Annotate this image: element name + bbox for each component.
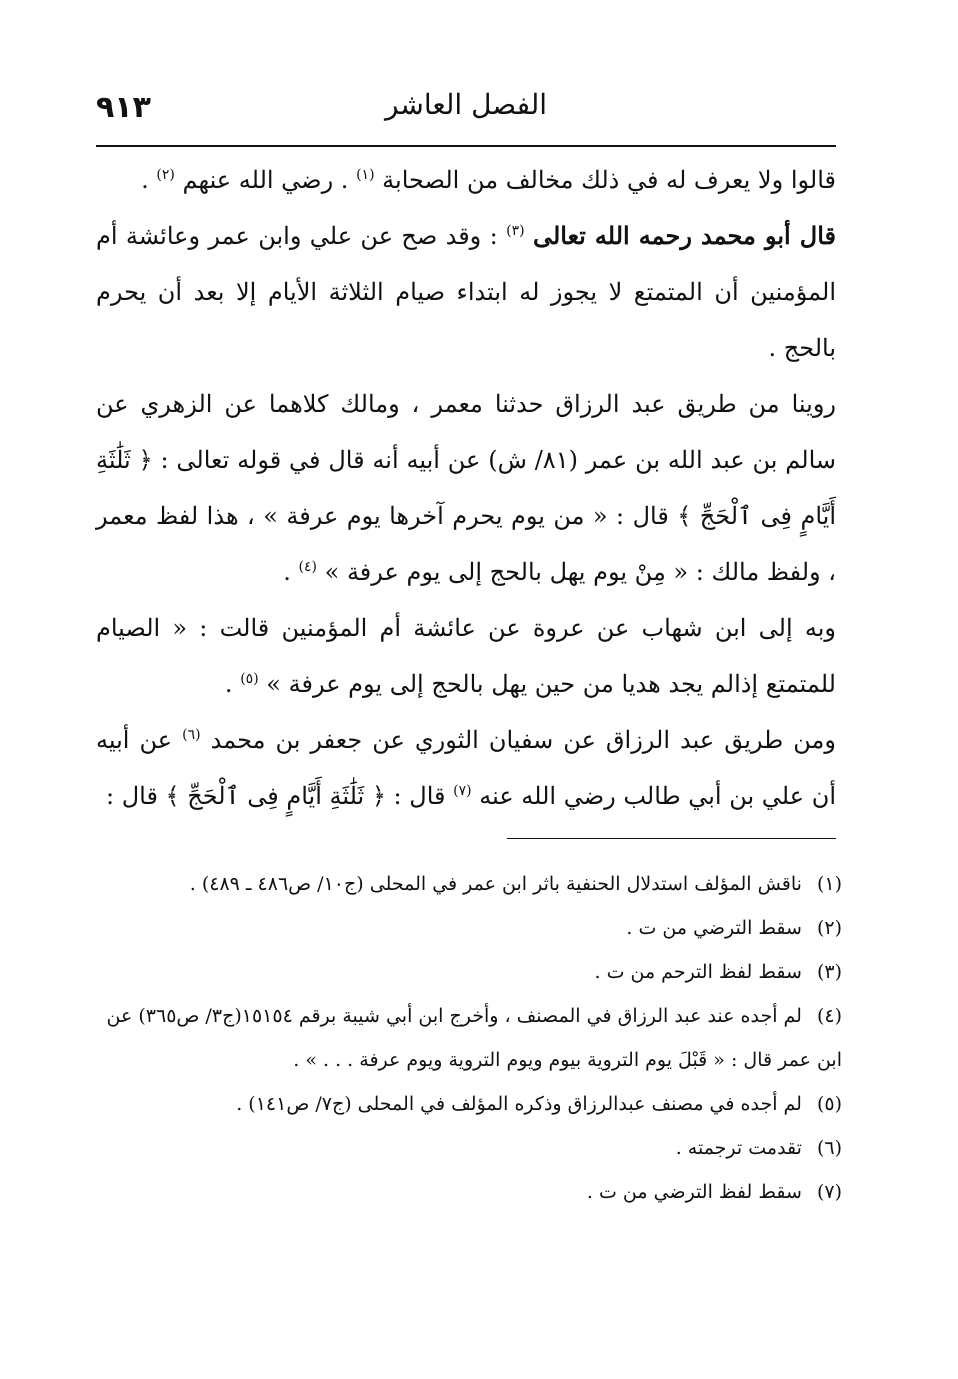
- footnote-6: [96, 1126, 842, 1170]
- footnote-text: سقط الترضي من ت .: [626, 917, 802, 939]
- footnote-text: تقدمت ترجمته .: [675, 1137, 802, 1159]
- footnote-2: [96, 906, 842, 950]
- footnotes: [96, 862, 842, 1214]
- footnote-3: [96, 950, 842, 994]
- running-title: الفصل العاشر: [384, 88, 548, 121]
- footnote-ref-2: (٢): [156, 167, 175, 183]
- paragraph-4-tail: .: [224, 670, 233, 698]
- footnote-number: (٧): [816, 1181, 842, 1203]
- paragraph-3-tail: .: [283, 558, 291, 586]
- footnote-text: سقط لفظ الترحم من ت .: [594, 961, 802, 983]
- footnote-text: سقط لفظ الترضي من ت .: [586, 1181, 802, 1203]
- page-header: [96, 82, 836, 138]
- paragraph-2-text: : وقد صح عن علي وابن عمر وعائشة أم المؤمنين أن المتمتع لا يجوز له ابتداء صيام الثلاثة الأيام إلا بعد أن يحرم بالحج .: [96, 222, 836, 362]
- footnote-1: [96, 862, 842, 906]
- main-text: [96, 152, 836, 824]
- footnote-4: [96, 994, 842, 1082]
- footnote-text: لم أجده في مصنف عبدالرزاق وذكره المؤلف في المحلى (ج٧/ ص١٤١) .: [236, 1093, 802, 1115]
- footnote-number: (٥): [816, 1093, 842, 1115]
- paragraph-5-text-b: عن أبيه أن علي بن أبي طالب رضي الله عنه: [96, 726, 836, 810]
- footnote-7: [96, 1170, 842, 1214]
- footnote-ref-4: (٤): [298, 559, 317, 575]
- footnote-ref-7: (٧): [453, 783, 472, 799]
- page-number: ٩١٣: [96, 90, 151, 125]
- paragraph-1-mid: . رضي الله عنهم: [182, 166, 349, 194]
- paragraph-4-text: وبه إلى ابن شهاب عن عروة عن عائشة أم المؤمنين قالت : « الصيام للمتمتع إذالم يجد هديا من حين يهل بالحج إلى يوم عرفة »: [96, 614, 836, 698]
- paragraph-5-text-a: ومن طريق عبد الرزاق عن سفيان الثوري عن جعفر بن محمد: [210, 726, 836, 754]
- footnote-ref-6: (٦): [182, 727, 201, 743]
- footnote-ref-3: (٣): [506, 223, 525, 239]
- paragraph-1-tail: .: [141, 166, 149, 194]
- paragraph-5-text-c: قال : ﴿ ثَلَٰثَةِ أَيَّامٍ فِى ٱلْحَجِّ ﴾ قال :: [105, 782, 446, 810]
- footnote-number: (١): [816, 873, 842, 895]
- footnote-5: [96, 1082, 842, 1126]
- footnote-text: ناقش المؤلف استدلال الحنفية باثر ابن عمر في المحلى (ج١٠/ ص٤٨٦ ـ ٤٨٩) .: [189, 873, 802, 895]
- paragraph-1-text: قالوا ولا يعرف له في ذلك مخالف من الصحابة: [382, 166, 836, 194]
- paragraph-3: [96, 376, 836, 600]
- paragraph-4: [96, 600, 836, 712]
- footnote-number: (٤): [816, 1005, 842, 1027]
- footnote-number: (٣): [816, 961, 842, 983]
- header-rule: [96, 145, 836, 147]
- footnote-ref-1: (١): [356, 167, 375, 183]
- footnote-separator: [507, 838, 836, 839]
- footnote-number: (٢): [816, 917, 842, 939]
- footnote-text: لم أجده عند عبد الرزاق في المصنف ، وأخرج ابن أبي شيبة برقم ١٥١٥٤(ج٣/ ص٣٦٥) عن ابن عمر قال : « قَبْلَ يوم التروية بيوم ويوم التروية ويوم عرفة . . . » .: [106, 1005, 842, 1071]
- footnote-ref-5: (٥): [240, 671, 259, 687]
- paragraph-5: [96, 712, 836, 824]
- paragraph-1: [96, 152, 836, 208]
- footnote-number: (٦): [816, 1137, 842, 1159]
- paragraph-2: [96, 208, 836, 376]
- paragraph-3-text: روينا من طريق عبد الرزاق حدثنا معمر ، ومالك كلاهما عن الزهري عن سالم بن عبد الله بن عمر (٨١/ ش) عن أبيه أنه قال في قوله تعالى : ﴿ ثَلَٰثَةِ أَيَّامٍ فِى ٱلْحَجِّ ﴾ قال : « من يوم يحرم آخرها يوم عرفة » ، هذا لفظ معمر ، ولفظ مالك : « مِنْ يوم يهل بالحج إلى يوم عرفة »: [96, 390, 836, 586]
- paragraph-2-lead: قال أبو محمد رحمه الله تعالى: [532, 221, 837, 250]
